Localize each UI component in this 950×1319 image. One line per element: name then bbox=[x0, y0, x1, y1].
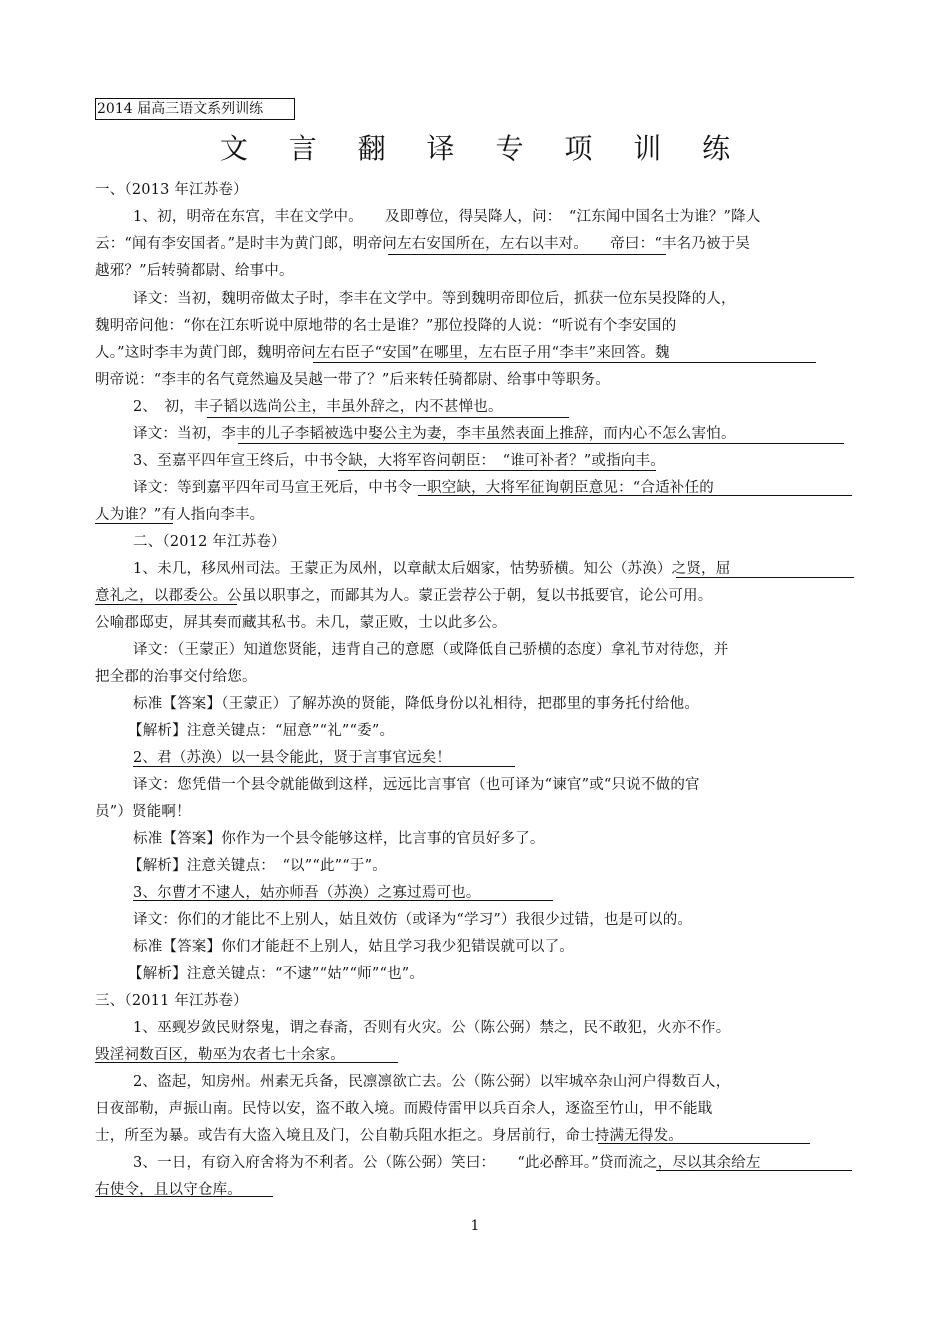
underline-mark bbox=[238, 443, 844, 444]
passage-line: 越邪？”后转骑都尉、给事中。 bbox=[95, 263, 294, 279]
passage-line: 士，所至为暴。或告有大盗入境且及门，公自勒兵阻水拒之。身居前行，命士持满无得发。 bbox=[95, 1128, 683, 1144]
translation-line: 译文：（王蒙正）知道您贤能，违背自己的意愿（或降低自己骄横的态度）拿礼节对待您，并 bbox=[133, 642, 729, 658]
underline-mark bbox=[338, 470, 656, 471]
underline-mark bbox=[656, 1170, 852, 1171]
underline-mark bbox=[313, 362, 816, 363]
section-heading-2: 二、（2012 年江苏卷） bbox=[133, 534, 286, 550]
passage-line: 日夜部勒，声振山南。民恃以安，盗不敢入境。而殿侍雷甲以兵百余人，逐盗至竹山，甲不能戢 bbox=[95, 1101, 713, 1117]
translation-line: 员”）贤能啊！ bbox=[95, 804, 191, 820]
translation-line: 人为谁？”有人指向李丰。 bbox=[95, 507, 265, 523]
series-label-box: 2014 届高三语文系列训练 bbox=[95, 98, 295, 120]
passage-line: 毁淫祠数百区，勒巫为农者七十余家。 bbox=[95, 1047, 345, 1063]
underline-mark bbox=[95, 604, 237, 605]
analysis-line: 【解析】注意关键点：“屈意”“礼”“委”。 bbox=[128, 723, 395, 739]
translation-line: 译文：当初，李丰的儿子李韬被选中娶公主为妻，李丰虽然表面上推辞，而内心不怎么害怕。 bbox=[133, 426, 736, 442]
underline-mark bbox=[676, 577, 854, 578]
page-number: 1 bbox=[470, 1218, 480, 1234]
passage-line: 2、 初，丰子韬以选尚公主，丰虽外辞之，内不甚惮也。 bbox=[133, 399, 503, 415]
underline-mark bbox=[95, 1196, 273, 1197]
passage-line: 2、君（苏涣）以一县令能此，贤于言事官远矣！ bbox=[133, 750, 452, 766]
answer-line: 标准【答案】你作为一个县令能够这样，比言事的官员好多了。 bbox=[133, 831, 545, 847]
passage-line: 公喻郡邸吏，屏其奏而藏其私书。未几，蒙正败，士以此多公。 bbox=[95, 615, 507, 631]
translation-line: 明帝说：“李丰的名气竟然遍及吴越一带了？”后来转任骑都尉、给事中等职务。 bbox=[95, 372, 611, 388]
underline-mark bbox=[207, 417, 569, 418]
passage-line: 1、巫觋岁敛民财祭鬼，谓之春斋，否则有火灾。公（陈公弼）禁之，民不敢犯，火亦不作。 bbox=[133, 1020, 731, 1036]
translation-line: 把全郡的治事交付给您。 bbox=[95, 669, 257, 685]
section-heading-1: 一、（2013 年江苏卷） bbox=[95, 182, 248, 198]
section-heading-3: 三、（2011 年江苏卷） bbox=[95, 993, 248, 1009]
translation-line: 译文：当初，魏明帝做太子时，李丰在文学中。等到魏明帝即位后，抓获一位东吴投降的人， bbox=[133, 291, 736, 307]
underline-mark bbox=[598, 1143, 810, 1144]
passage-line: 意礼之，以郡委公。公虽以职事之，而鄙其为人。蒙正尝荐公于朝，复以书抵要官，论公可用。 bbox=[95, 588, 713, 604]
page-title: 文 言 翻 译 专 项 训 练 bbox=[219, 132, 747, 165]
underline-mark bbox=[133, 900, 553, 901]
passage-line: 3、尔曹才不逮人，姑亦师吾（苏涣）之寡过焉可也。 bbox=[133, 885, 481, 901]
answer-line: 标准【答案】（王蒙正）了解苏涣的贤能，降低身份以礼相待，把郡里的事务托付给他。 bbox=[133, 696, 700, 712]
passage-line: 1、初，明帝在东宫，丰在文学中。 及即尊位，得吴降人，问： “江东闻中国名士为谁？”降人 bbox=[133, 209, 761, 225]
underline-mark bbox=[418, 495, 852, 496]
passage-line: 2、盗起，知房州。州素无兵备，民凛凛欲亡去。公（陈公弼）以牢城卒杂山河户得数百人， bbox=[133, 1074, 731, 1090]
underline-mark bbox=[388, 254, 666, 255]
underline-mark bbox=[95, 523, 173, 524]
passage-line: 3、一日，有窃入府舍将为不利者。公（陈公弼）笑曰： “此必醉耳。”贷而流之，尽以其余给左 bbox=[133, 1155, 761, 1171]
answer-line: 标准【答案】你们才能赶不上别人，姑且学习我少犯错误就可以了。 bbox=[133, 939, 574, 955]
analysis-line: 【解析】注意关键点： “以”“此”“于”。 bbox=[128, 858, 387, 874]
underline-mark bbox=[95, 1062, 398, 1063]
passage-line: 右使令，且以守仓库。 bbox=[95, 1182, 242, 1198]
translation-line: 译文：您凭借一个县令就能做到这样，远远比言事官（也可译为“谏官”或“只说不做的官 bbox=[133, 777, 700, 793]
passage-line: 3、至嘉平四年宣王终后，中书令缺，大将军咨问朝臣： “谁可补者？”或指向丰。 bbox=[133, 453, 665, 469]
translation-line: 译文：你们的才能比不上别人，姑且效仿（或译为“学习”）我很少过错，也是可以的。 bbox=[133, 912, 693, 928]
analysis-line: 【解析】注意关键点：“不逮”“姑”“师”“也”。 bbox=[128, 966, 425, 982]
passage-line: 云：“闻有李安国者。”是时丰为黄门郎，明帝问左右安国所在，左右以丰对。 帝曰：“丰名乃被于吴 bbox=[95, 236, 751, 252]
translation-line: 人。”这时李丰为黄门郎，魏明帝问左右臣子“安国”在哪里，左右臣子用“李丰”来回答。魏 bbox=[95, 345, 670, 361]
translation-line: 译文：等到嘉平四年司马宣王死后，中书令一职空缺，大将军征询朝臣意见：“合适补任的 bbox=[133, 480, 714, 496]
underline-mark bbox=[133, 766, 515, 767]
translation-line: 魏明帝问他：“你在江东听说中原地带的名士是谁？”那位投降的人说：“听说有个李安国的 bbox=[95, 318, 677, 334]
passage-line: 1、未几，移凤州司法。王蒙正为凤州，以章献太后姻家，怙势骄横。知公（苏涣）之贤，屈 bbox=[133, 561, 731, 577]
